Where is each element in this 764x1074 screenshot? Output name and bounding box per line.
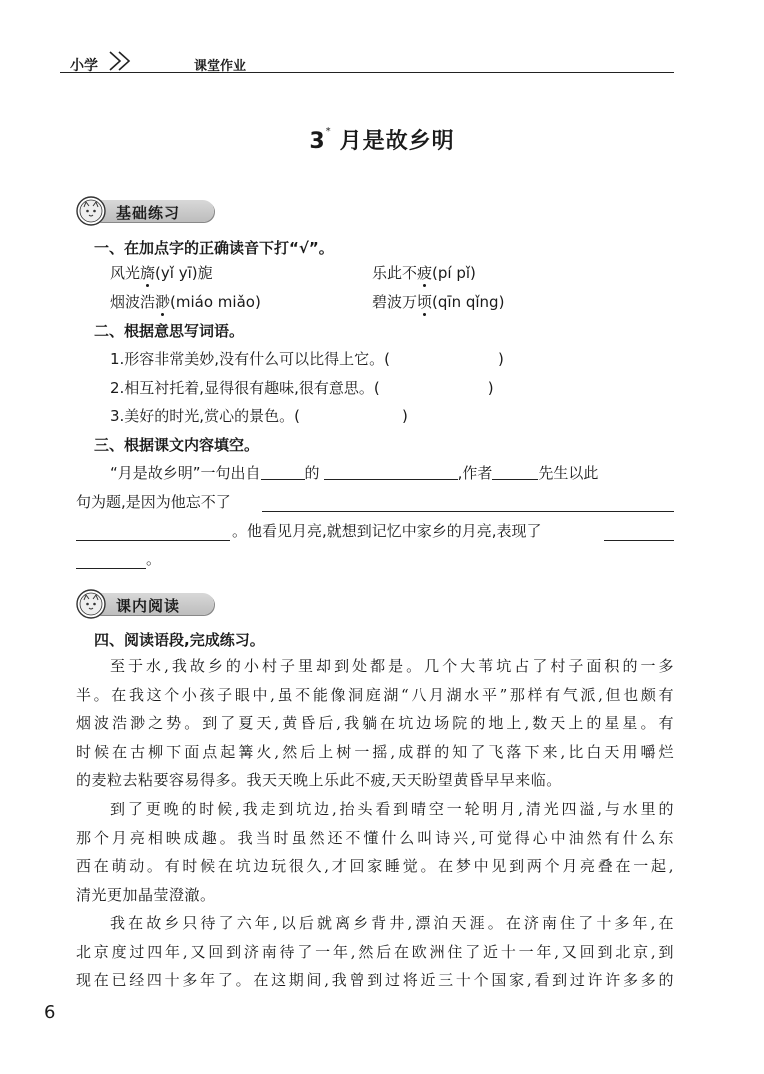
q1-item-1: 风光旖(yǐ yī)旎 [110,264,213,282]
header-rule [60,72,674,73]
section-banner-reading [76,589,216,619]
q3-line-2: 句为题,是因为他忘不了 [76,493,231,511]
q2-heading: 二、根据意思写词语。 [94,322,245,340]
passage-line: 至于水,我故乡的小村子里却到处都是。几个大苇坑占了村子面积的一多 [110,657,674,675]
lesson-number: 3 [309,129,326,154]
passage-line: 到了更晚的时候,我走到坑边,抬头看到晴空一轮明月,清光四溢,与水里的 [110,800,674,818]
q3-heading: 三、根据课文内容填空。 [94,436,260,454]
q2-answer-1[interactable] [390,350,498,366]
section-title-basic: 基础练习 [116,204,181,222]
q4-heading: 四、阅读语段,完成练习。 [94,631,265,649]
lesson-name: 月是故乡明 [339,129,455,154]
passage-line: 那个月亮相映成趣。我当时虽然还不懂什么叫诗兴,可觉得心中油然有什么东 [76,828,674,847]
q3-blank-3[interactable] [492,463,538,480]
q3-line-4: 。 [146,550,162,568]
passage-line: 烟波浩渺之势。到了夏天,黄昏后,我躺在坑边场院的地上,数天上的星星。有 [76,714,674,732]
q2-item-1: 1.形容非常美妙,没有什么可以比得上它。( ) [110,350,504,368]
q3-blank-7[interactable] [76,568,146,569]
header-book-title: 课堂作业 [194,59,247,74]
q3-line-3: 。他看见月亮,就想到记忆中家乡的月亮,表现了 [232,522,542,540]
page-number: 6 [44,1002,56,1023]
q1-item-4: 碧波万顷(qīn qǐng) [372,293,505,311]
passage-line: 半。在我这个小孩子眼中,虽不能像洞庭湖“八月湖水平”那样有气派,但也颇有 [76,685,674,704]
q2-item-2: 2.相互衬托着,显得很有趣味,很有意思。( ) [110,379,494,397]
cat-face-icon [76,589,106,619]
q2-item-3: 3.美好的时光,赏心的景色。( ) [110,407,408,425]
passage-line: 西在萌动。有时候在坑边玩很久,才回家睡觉。在梦中见到两个月亮叠在一起, [76,857,674,875]
q1-heading: 一、在加点字的正确读音下打“√”。 [94,239,334,257]
section-banner-basic [76,196,216,226]
q2-answer-2[interactable] [380,379,488,395]
lesson-title [0,124,764,155]
passage-line: 的麦粒去粘要容易得多。我天天晚上乐此不疲,天天盼望黄昏早早来临。 [76,771,562,789]
double-chevron-icon [108,50,134,72]
q3-blank-5[interactable] [76,540,230,541]
q3-line-1: “月是故乡明”一句出自 的 ,作者 先生以此 [110,464,599,482]
header-grade: 小学 [70,58,98,74]
passage-line: 我在故乡只待了六年,以后就离乡背井,漂泊天涯。在济南住了十多年,在 [110,914,674,932]
passage-line: 北京度过四年,又回到济南待了一年,然后在欧洲住了近十一年,又回到北京,到 [76,942,674,961]
q3-blank-6[interactable] [604,540,674,541]
q3-blank-2[interactable] [324,463,458,480]
q1-item-3: 烟波浩渺(miáo miǎo) [110,293,261,311]
q3-blank-4[interactable] [262,511,674,512]
cat-face-icon [76,196,106,226]
passage-line: 现在已经四十多年了。在这期间,我曾到过将近三十个国家,看到过许许多多的 [76,971,674,989]
passage-line: 清光更加晶莹澄澈。 [76,885,216,904]
lesson-marker: * [325,126,332,137]
section-title-reading: 课内阅读 [116,597,181,615]
passage-line: 时候在古柳下面点起篝火,然后上树一摇,成群的知了飞落下来,比白天用嚼烂 [76,742,674,761]
page-header [60,46,674,76]
q3-blank-1[interactable] [261,463,305,480]
q1-item-2: 乐此不疲(pí pǐ) [372,264,476,282]
q2-answer-3[interactable] [300,407,402,423]
